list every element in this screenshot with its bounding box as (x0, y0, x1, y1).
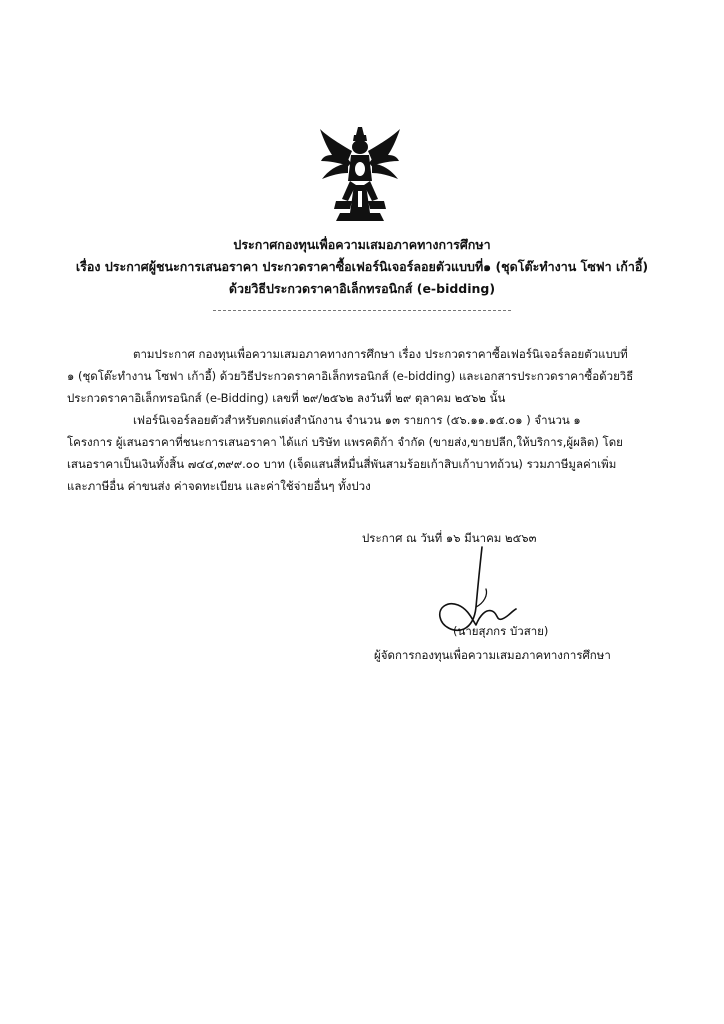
announcement-method: ด้วยวิธีประกวดราคาอิเล็กทรอนิกส์ (e-bidding) (228, 281, 496, 296)
divider (213, 310, 511, 311)
paragraph-2-line-1: เฟอร์นิเจอร์ลอยตัวสำหรับตกแต่งสำนักงาน จำนวน ๑๓ รายการ (๕๖.๑๑.๑๕.๐๑ ) จำนวน ๑ (133, 413, 581, 427)
signatory-position: ผู้จัดการกองทุนเพื่อความเสมอภาคทางการศึกษา (374, 648, 611, 662)
signatory-name: (นายสุภกร บัวสาย) (453, 624, 549, 638)
paragraph-1-line-1: ตามประกาศ กองทุนเพื่อความเสมอภาคทางการศึกษา เรื่อง ประกวดราคาซื้อเฟอร์นิเจอร์ลอยตัวแบบที่ (133, 347, 628, 361)
garuda-emblem-icon (318, 125, 402, 227)
announcement-title: ประกาศกองทุนเพื่อความเสมอภาคทางการศึกษา (233, 237, 491, 252)
paragraph-1-line-3: ประกวดราคาอิเล็กทรอนิกส์ (e-Bidding) เลขที่ ๒๙/๒๕๖๒ ลงวันที่ ๒๙ ตุลาคม ๒๕๖๒ นั้น (67, 391, 506, 405)
announcement-date: ประกาศ ณ วันที่ ๑๖ มีนาคม ๒๕๖๓ (362, 531, 537, 545)
paragraph-2-line-3: เสนอราคาเป็นเงินทั้งสิ้น ๗๔๔,๓๙๙.๐๐ บาท (เจ็ดแสนสี่หมื่นสี่พันสามร้อยเก้าสิบเก้าบาทถ้วน) รวมภาษีมูลค่าเพิ่ม (67, 457, 617, 471)
announcement-subject: เรื่อง ประกาศผู้ชนะการเสนอราคา ประกวดราคาซื้อเฟอร์นิเจอร์ลอยตัวแบบที่๑ (ชุดโต๊ะทำงาน โซฟา เก้าอี้) (75, 259, 649, 274)
paragraph-2-line-2: โครงการ ผู้เสนอราคาที่ชนะการเสนอราคา ได้แก่ บริษัท แพรคติก้า จำกัด (ขายส่ง,ขายปลีก,ให้บริการ,ผู้ผลิต) โดย (67, 435, 623, 449)
paragraph-1-line-2: ๑ (ชุดโต๊ะทำงาน โซฟา เก้าอี้) ด้วยวิธีประกวดราคาอิเล็กทรอนิกส์ (e-bidding) และเอกสารประกวดราคาซื้อด้วยวิธี (67, 369, 634, 383)
paragraph-2-line-4: และภาษีอื่น ค่าขนส่ง ค่าจดทะเบียน และค่าใช้จ่ายอื่นๆ ทั้งปวง (67, 479, 371, 493)
